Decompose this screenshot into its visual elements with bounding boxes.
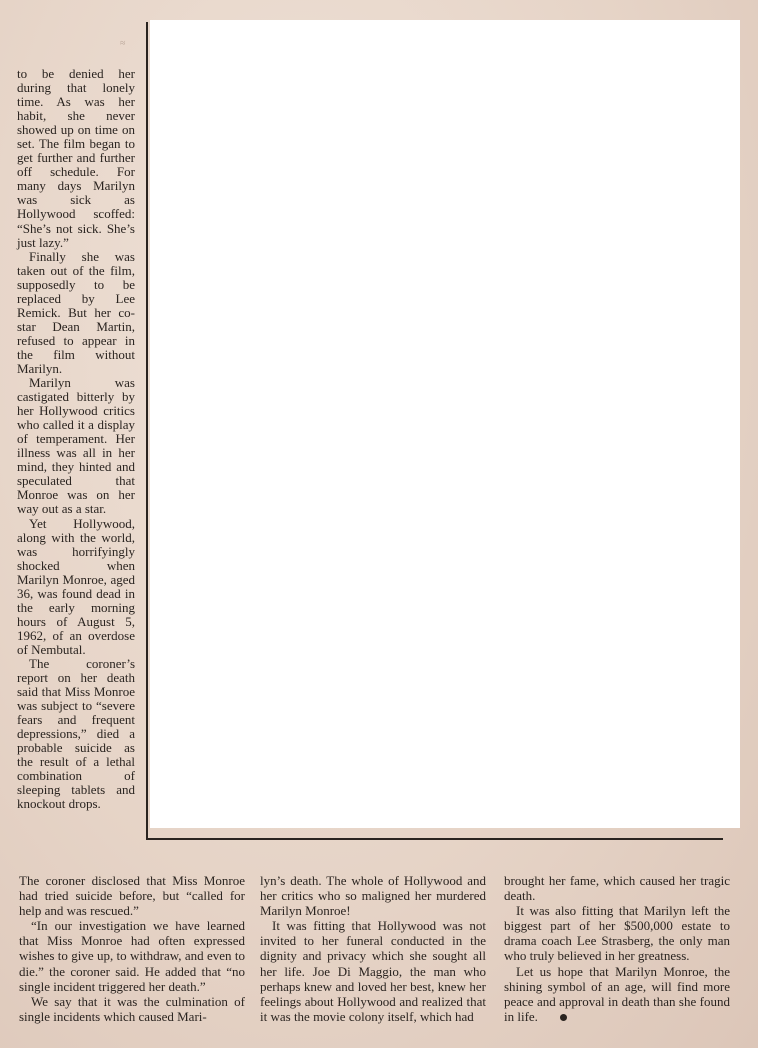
left-text-column <box>17 67 135 811</box>
paragraph: It was also fitting that Marilyn left the biggest part of her $500,000 estate to drama coach Lee Strasberg, the only man who truly believed in her greatness. <box>504 903 730 964</box>
paragraph-text: Let us hope that Marilyn Monroe, the shining symbol of an age, will find more peace and approval in death than she found in life. <box>504 963 730 1024</box>
horizontal-rule <box>148 838 723 840</box>
paragraph: The coroner disclosed that Miss Monroe had tried suicide before, but “called for help and was rescued.” <box>19 873 245 919</box>
bottom-text-column-2 <box>260 873 486 1024</box>
paragraph: We say that it was the culmination of single incidents which caused Mari- <box>19 993 245 1024</box>
bottom-text-column-1 <box>19 873 245 1024</box>
photo-area <box>150 20 740 828</box>
paragraph <box>504 964 730 1024</box>
paragraph: “In our investigation we have learned that Miss Monroe had often expressed wishes to give up, to withdraw, and even to die.” the coroner said. He added that “no single incident triggered her death.” <box>19 918 245 994</box>
paragraph: Marilyn was castigated bitterly by her Hollywood critics who called it a display of temperament. Her illness was all in her mind, they hinted and speculated that Monroe was on her way out as a star. <box>17 375 135 517</box>
paragraph: It was fitting that Hollywood was not invited to her funeral conducted in the dignity and privacy which she sought all her life. Joe Di Maggio, the man who perhaps knew and loved her best, knew her feelings about Hollywood and realized that it was the movie colony itself, which had <box>260 918 486 1024</box>
vertical-rule <box>146 22 148 840</box>
bottom-text-column-3 <box>504 873 730 1024</box>
paragraph: The coroner’s report on her death said that Miss Monroe was subject to “severe fears and frequent depressions,” died a probable suicide as the result of a lethal combination of sleeping tablets and knockout drops. <box>17 655 135 812</box>
paragraph: to be denied her during that lonely time. As was her habit, she never showed up on time on set. The film began to get further and further off schedule. For many days Marilyn was sick as Hollywood scoffed: “She’s not sick. She’s just lazy.” <box>17 66 135 250</box>
paragraph: Yet Hollywood, along with the world, was horrifyingly shocked when Marilyn Monroe, aged 36, was found dead in the early morning hours of August 5, 1962, of an overdose of Nembutal. <box>17 515 135 657</box>
paragraph: brought her fame, which caused her tragic death. <box>504 873 730 904</box>
paragraph: Finally she was taken out of the film, supposedly to be replaced by Lee Remick. But her co-star Dean Martin, refused to appear in the film without Marilyn. <box>17 248 135 376</box>
print-speck: ≈ <box>120 38 126 49</box>
end-mark-icon <box>560 1014 567 1021</box>
paragraph: lyn’s death. The whole of Hollywood and her critics who so maligned her murdered Marilyn Monroe! <box>260 873 486 919</box>
